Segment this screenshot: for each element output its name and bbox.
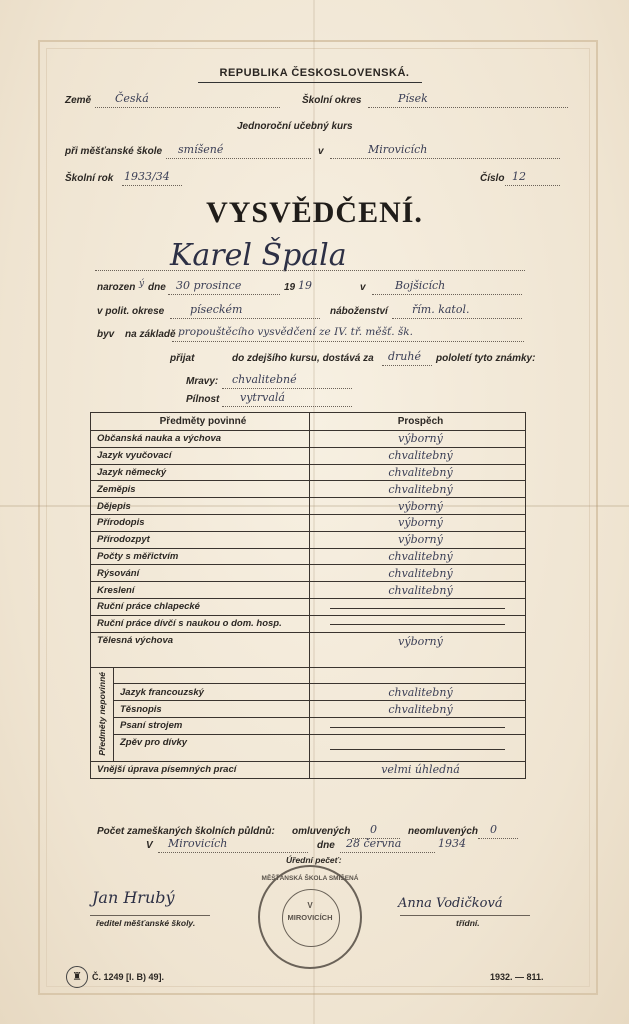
fill-line <box>158 852 308 853</box>
fill-line <box>122 185 182 186</box>
appearance-grade: velmi úhledná <box>310 761 526 778</box>
subject-name: Jazyk vyučovací <box>91 447 310 464</box>
school-year-value: 1933/34 <box>124 170 170 183</box>
number-value: 12 <box>512 170 526 183</box>
subject-name: Psaní strojem <box>114 717 310 734</box>
excused-label: omluvených <box>292 826 351 837</box>
fill-line <box>505 185 560 186</box>
school-place: Mirovicích <box>368 143 428 156</box>
state-emblem-icon: ♜ <box>66 966 88 988</box>
table-row <box>91 565 526 582</box>
subject-grade: chvalitebný <box>310 464 526 481</box>
subject-name: Zeměpis <box>91 481 310 498</box>
table-row <box>91 684 526 701</box>
student-name: Karel Špala <box>170 238 347 273</box>
print-code: 1932. — 811. <box>490 972 544 982</box>
table-row <box>91 531 526 548</box>
term-value: druhé <box>388 350 421 363</box>
issue-year: 1934 <box>438 837 466 850</box>
subject-grade: výborný <box>310 531 526 548</box>
subject-grade: výborný <box>310 498 526 515</box>
mandatory-subjects <box>91 431 526 668</box>
subject-grade: výborný <box>310 632 526 667</box>
subject-name: Tělesná výchova <box>91 632 310 667</box>
fill-line <box>222 388 352 389</box>
subject-name: Občanská nauka a výchova <box>91 431 310 448</box>
stamp-v: V <box>307 901 313 910</box>
subject-grade: chvalitebný <box>310 701 526 718</box>
fill-line <box>168 294 280 295</box>
fill-line <box>170 318 320 319</box>
fill-line <box>392 318 522 319</box>
fill-line <box>95 270 525 271</box>
table-row <box>91 615 526 632</box>
director-label: ředitel měšťanské školy. <box>96 918 196 928</box>
place-prefix: V <box>146 840 153 851</box>
table-row <box>91 464 526 481</box>
born-suffix: ý <box>139 279 145 289</box>
signature-line <box>90 915 210 916</box>
term-text: pololetí tyto známky: <box>436 353 536 364</box>
subject-name: Dějepis <box>91 498 310 515</box>
subject-grade: chvalitebný <box>310 481 526 498</box>
official-stamp <box>258 865 362 969</box>
political-district: píseckém <box>190 303 243 316</box>
subject-name: Rýsování <box>91 565 310 582</box>
table-row <box>91 431 526 448</box>
teacher-signature: Anna Vodičková <box>398 896 503 911</box>
fill-line <box>368 107 568 108</box>
fill-line <box>95 107 280 108</box>
grades-table <box>90 412 526 779</box>
year-prefix: 19 <box>284 282 296 293</box>
document-title: VYSVĚDČENÍ. <box>206 196 423 229</box>
spacer-cell <box>114 667 310 684</box>
table-row <box>91 498 526 515</box>
number-label: Číslo <box>480 173 505 184</box>
heading-underline <box>198 82 422 83</box>
absence-label: Počet zameškaných školních půldnů: <box>97 826 275 837</box>
subject-grade: chvalitebný <box>310 447 526 464</box>
admitted-text: do zdejšího kursu, dostává za <box>232 353 374 364</box>
table-row <box>91 548 526 565</box>
birthplace: Bojšicích <box>395 279 446 292</box>
director-signature: Jan Hrubý <box>92 888 175 907</box>
teacher-label: třídní. <box>456 918 480 928</box>
country-value: Česká <box>115 92 149 105</box>
stamp-text: MĚŠŤANSKÁ ŠKOLA SMÍŠENÁ <box>261 875 359 882</box>
diligence-value: vytrvalá <box>240 391 285 404</box>
optional-group-label: Předměty nepovinné <box>91 667 114 761</box>
course-title: Jednoroční učebný kurs <box>237 121 353 132</box>
subject-name: Přírodozpyt <box>91 531 310 548</box>
basis-value: propouštěcího vysvědčení ze IV. tř. měšť. šk. <box>178 326 413 338</box>
subject-name: Těsnopis <box>114 701 310 718</box>
subject-grade: chvalitebný <box>310 565 526 582</box>
subject-name: Počty s měřictvím <box>91 548 310 565</box>
fill-line <box>166 158 311 159</box>
basis-mid: na základě <box>125 329 176 340</box>
fill-line <box>222 406 352 407</box>
subject-name: Jazyk německý <box>91 464 310 481</box>
table-row <box>91 667 526 684</box>
subject-grade <box>310 734 526 761</box>
fill-line <box>340 852 435 853</box>
birth-year: 19 <box>298 279 312 292</box>
basis-label: byv <box>97 329 115 340</box>
optional-subjects <box>91 667 526 778</box>
table-row <box>91 717 526 734</box>
table-row <box>91 481 526 498</box>
fill-line <box>382 365 432 366</box>
admitted-label: přijat <box>170 353 195 364</box>
grade-header: Prospěch <box>310 413 526 431</box>
table-row <box>91 582 526 599</box>
unexcused-label: neomluvených <box>408 826 479 837</box>
subject-name: Ruční práce dívčí s naukou o dom. hosp. <box>91 615 310 632</box>
form-code: Č. 1249 [I. B) 49]. <box>92 972 165 982</box>
conduct-value: chvalitebné <box>232 373 297 386</box>
subject-grade <box>310 615 526 632</box>
district-value: Písek <box>398 92 428 105</box>
table-row <box>91 514 526 531</box>
table-row <box>91 761 526 778</box>
date-label: dne <box>317 840 335 851</box>
subject-name: Ruční práce chlapecké <box>91 598 310 615</box>
table-header-row <box>91 413 526 431</box>
born-label: narozen <box>97 282 136 293</box>
stamp-label: Úřední pečeť: <box>286 855 342 865</box>
subject-grade <box>310 717 526 734</box>
subject-name: Vnější úprava písemných prací <box>91 761 310 778</box>
subject-grade: chvalitebný <box>310 582 526 599</box>
issue-place: Mirovicích <box>168 837 228 850</box>
subject-grade <box>310 598 526 615</box>
fill-line <box>330 158 560 159</box>
subject-name: Jazyk francouzský <box>114 684 310 701</box>
political-district-label: v polit. okrese <box>97 306 165 317</box>
republic-heading: REPUBLIKA ČESKOSLOVENSKÁ. <box>219 67 410 79</box>
table-row <box>91 598 526 615</box>
school-label: při měšťanské škole <box>65 146 163 157</box>
fill-line <box>172 341 524 342</box>
table-row <box>91 701 526 718</box>
subject-grade: výborný <box>310 514 526 531</box>
spacer-cell <box>310 667 526 684</box>
table-row <box>91 632 526 667</box>
fill-line <box>478 838 518 839</box>
birthplace-prefix: v <box>360 282 366 293</box>
subject-name: Kreslení <box>91 582 310 599</box>
issue-date: 28 června <box>346 837 402 850</box>
school-type: smíšené <box>178 143 224 156</box>
subject-name: Přírodopis <box>91 514 310 531</box>
stamp-place: MIROVICÍCH <box>287 913 333 922</box>
subjects-header: Předměty povinné <box>91 413 310 431</box>
conduct-label: Mravy: <box>186 376 219 387</box>
diligence-label: Pílnost <box>186 394 220 405</box>
fill-line <box>372 294 522 295</box>
place-prefix: v <box>318 146 324 157</box>
birth-day: 30 prosince <box>176 279 242 292</box>
subject-grade: chvalitebný <box>310 684 526 701</box>
day-label: dne <box>148 282 166 293</box>
table-row <box>91 734 526 761</box>
religion-label: náboženství <box>330 306 388 317</box>
excused-value: 0 <box>370 823 377 836</box>
country-label: Země <box>65 95 92 106</box>
subject-grade: výborný <box>310 431 526 448</box>
unexcused-value: 0 <box>490 823 497 836</box>
subject-name: Zpěv pro dívky <box>114 734 310 761</box>
table-row <box>91 447 526 464</box>
signature-line <box>400 915 530 916</box>
subject-grade: chvalitebný <box>310 548 526 565</box>
school-year-label: Školní rok <box>65 173 114 184</box>
religion-value: řím. katol. <box>412 303 470 316</box>
district-label: Školní okres <box>302 95 362 106</box>
